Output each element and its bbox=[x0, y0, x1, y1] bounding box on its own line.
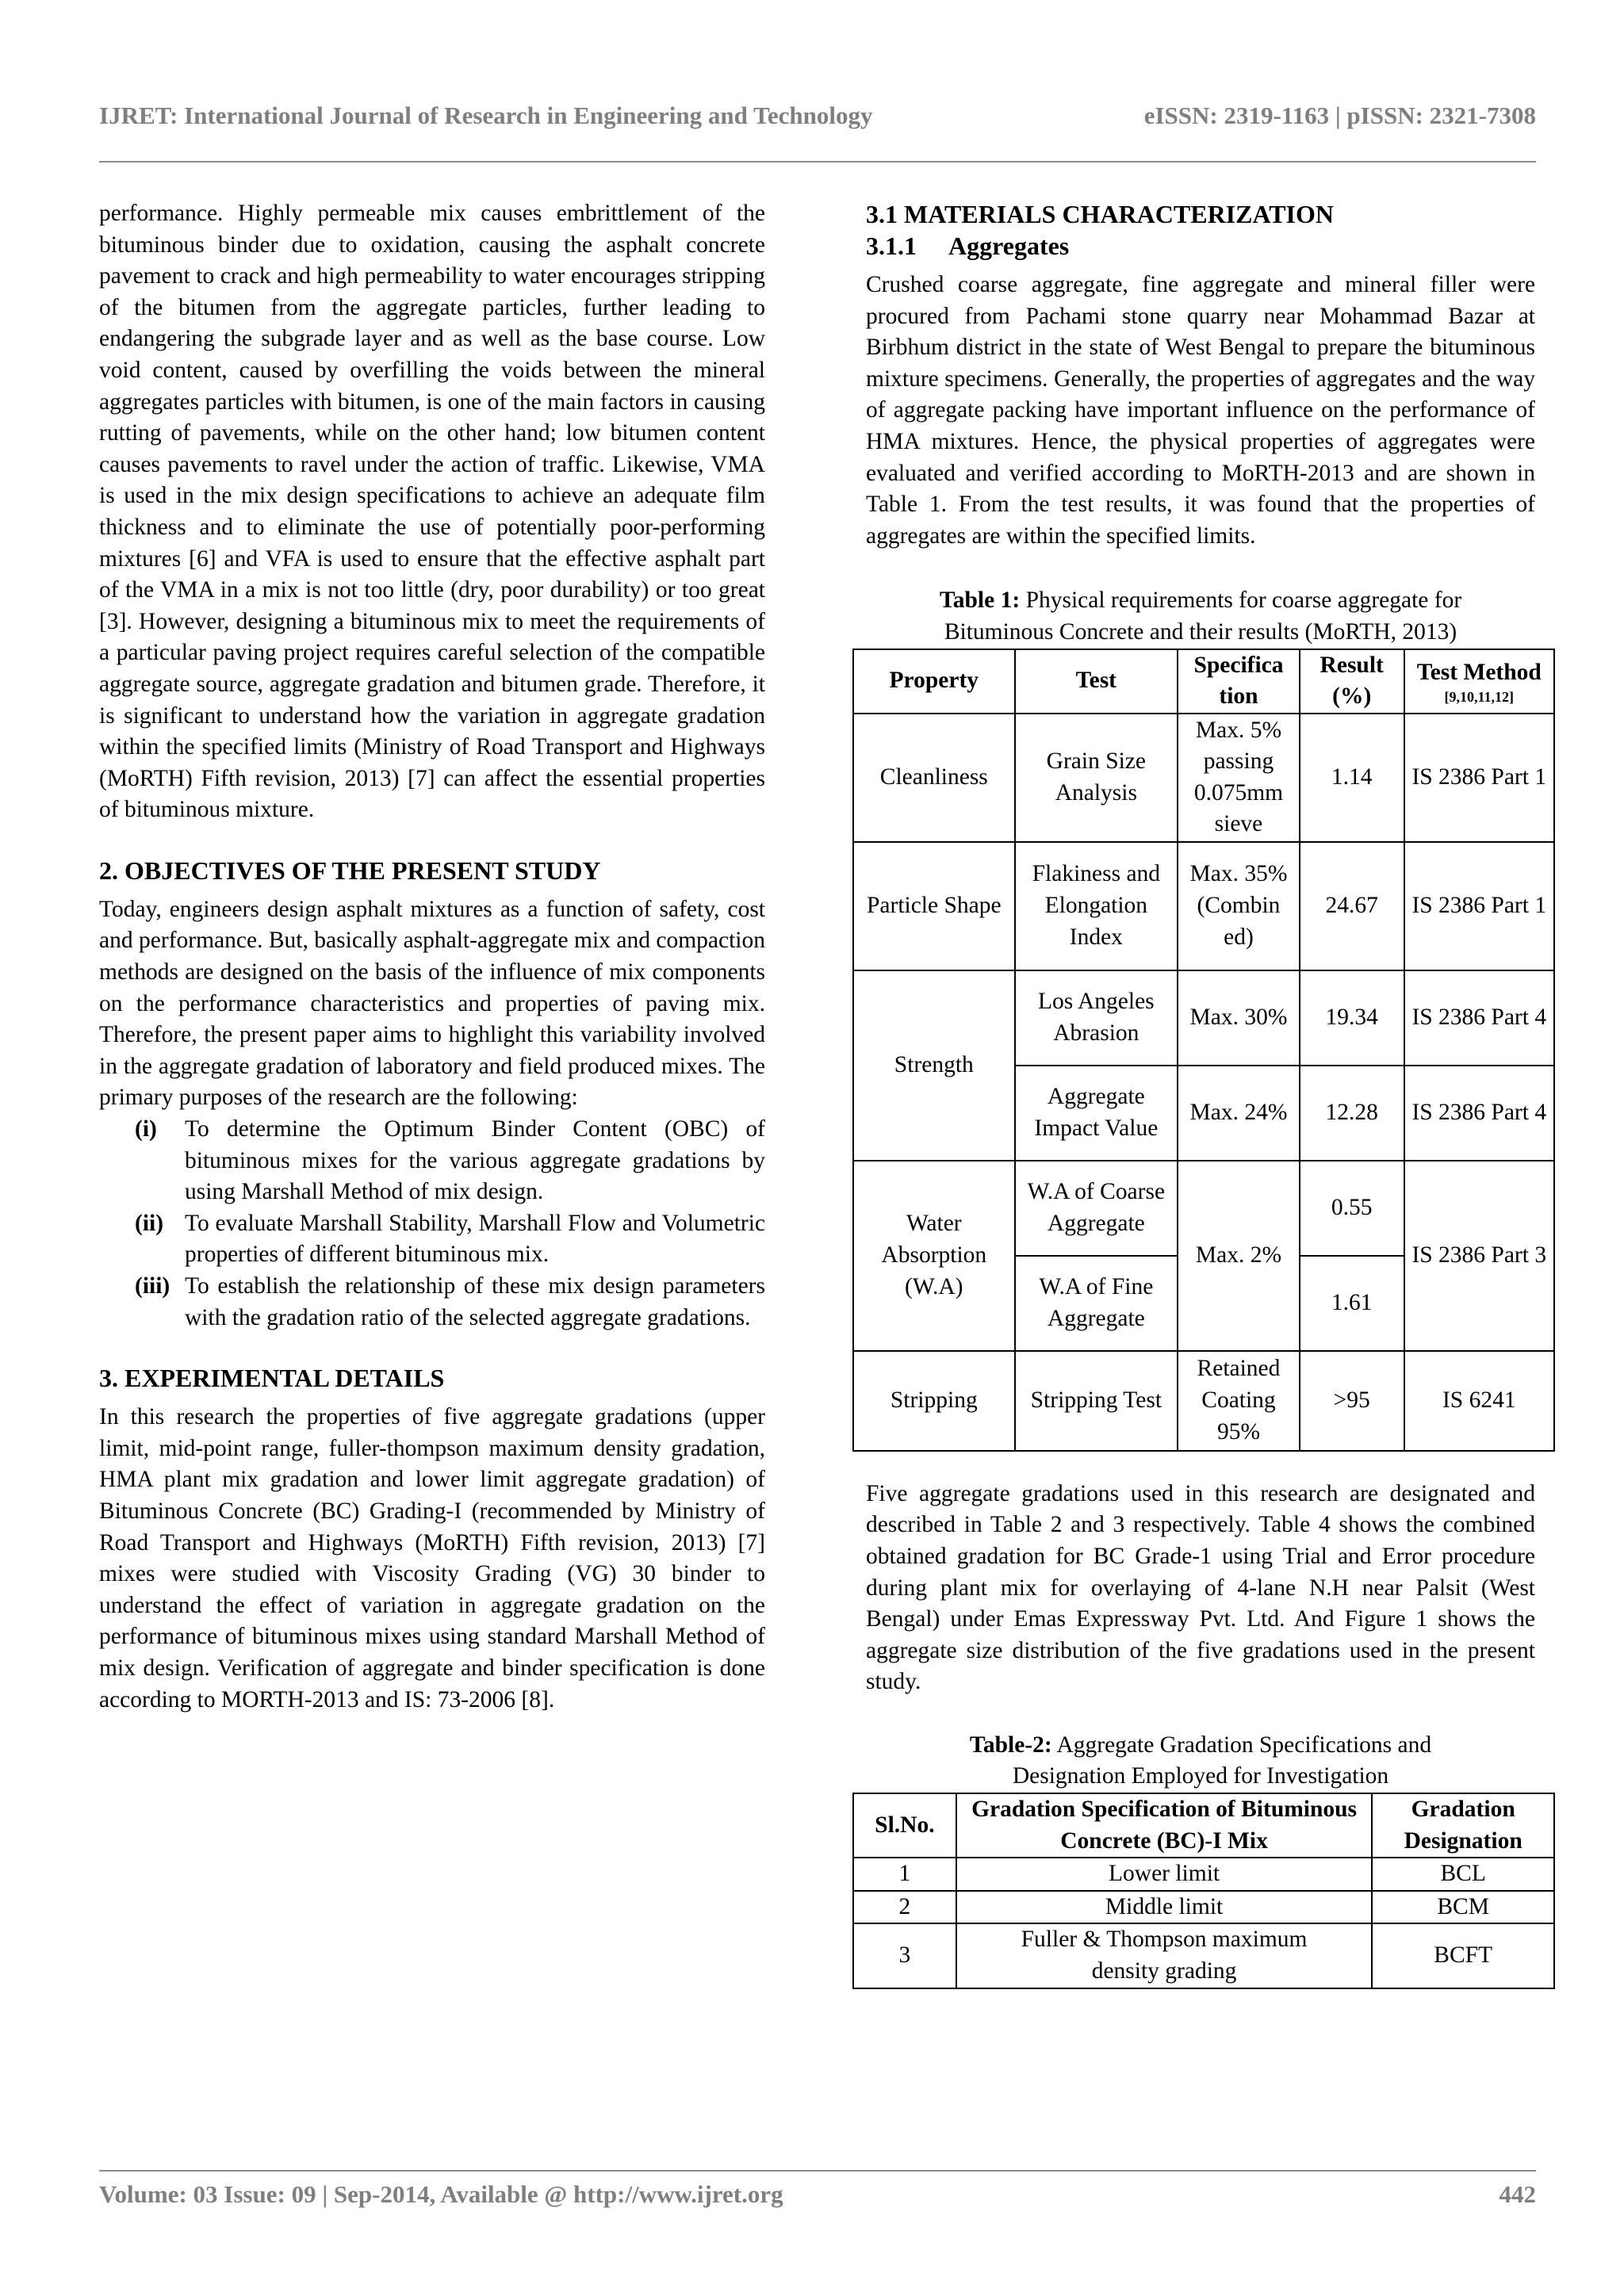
column-header: Gradation Designation bbox=[1372, 1793, 1554, 1858]
table-row bbox=[853, 1161, 1554, 1256]
table-cell: Flakiness and Elongation Index bbox=[1015, 842, 1178, 970]
table-cell: 2 bbox=[853, 1891, 956, 1924]
table1-caption bbox=[866, 585, 1535, 648]
journal-title: IJRET: International Journal of Research in Engineering and Technology bbox=[99, 101, 873, 129]
list-item bbox=[99, 1271, 765, 1334]
table-cell: >95 bbox=[1300, 1351, 1404, 1451]
experimental-heading: 3. EXPERIMENTAL DETAILS bbox=[99, 1364, 445, 1393]
list-item-number: (iii) bbox=[135, 1273, 170, 1299]
table-cell: 12.28 bbox=[1300, 1066, 1404, 1161]
aggregates-paragraph: Crushed coarse aggregate, fine aggregate and mineral filler were procured from Pachami stone quarry near Mohammad Bazar at Birbhum district in the state of West Bengal to prepare the bituminous mixture specimens. Generally, the properties of aggregates and the way of aggregate packing have important influence on the performance of HMA mixtures. Hence, the physical properties of aggregates were evaluated and verified according to MoRTH-2013 and are shown in Table 1. From the test results, it was found that the properties of aggregates are within the specified limits. bbox=[866, 272, 1535, 549]
table-cell: 24.67 bbox=[1300, 842, 1404, 970]
header-rule bbox=[99, 161, 1536, 163]
column-header bbox=[1404, 649, 1554, 714]
table-cell: Grain Size Analysis bbox=[1015, 714, 1178, 842]
table-cell: IS 2386 Part 1 bbox=[1404, 714, 1554, 842]
table-cell: Particle Shape bbox=[853, 842, 1015, 970]
table-cell: Strength bbox=[853, 970, 1015, 1161]
intro-paragraph: performance. Highly permeable mix causes embrittlement of the bituminous binder due to oxidation, causing the asphalt concrete pavement to crack and high permeability to water encourages stripping of the bitumen from the aggregate particles, further leading to endangering the subgrade layer and as well as the base course. Low void content, caused by overfilling the voids between the mineral aggregates particles with bitumen, is one of the main factors in causing rutting of pavements, while on the other hand; low bitumen content causes pavements to ravel under the action of traffic. Likewise, VMA is used in the mix design specifications to achieve an adequate film thickness and to eliminate the use of potentially poor-performing mixtures [6] and VFA is used to ensure that the effective asphalt part of the VMA in a mix is not too little (dry, poor durability) or too great [3]. However, designing a bituminous mix to meet the requirements of a particular paving project requires careful selection of the compatible aggregate source, aggregate gradation and bitumen grade. Therefore, it is significant to understand how the variation in aggregate gradation within the specified limits (Ministry of Road Transport and Highways (MoRTH) Fifth revision, 2013) [7] can affect the essential properties of bituminous mixture. bbox=[99, 201, 765, 823]
table-cell: IS 2386 Part 3 bbox=[1404, 1161, 1554, 1351]
table-row bbox=[853, 1351, 1554, 1451]
aggregates-heading bbox=[866, 230, 1535, 262]
aggregates-number: 3.1.1 bbox=[866, 232, 917, 260]
objectives-paragraph: Today, engineers design asphalt mixtures as a function of safety, cost and performance. But, basically asphalt-aggregate mix and compaction methods are designed on the basis of the influence of mix components on the performance characteristics and properties of paving mix. Therefore, the present paper aims to highlight this variability involved in the aggregate gradation of laboratory and field produced mixes. The primary purposes of the research are the following: bbox=[99, 896, 765, 1111]
table-cell: Water Absorption (W.A) bbox=[853, 1161, 1015, 1351]
table1-caption-label: Table 1: bbox=[939, 587, 1021, 614]
table1 bbox=[852, 649, 1555, 1452]
table-row bbox=[853, 714, 1554, 842]
table-cell: 1.14 bbox=[1300, 714, 1404, 842]
table-cell: 0.55 bbox=[1300, 1161, 1404, 1256]
list-item bbox=[99, 1208, 765, 1271]
column-header: Test bbox=[1015, 649, 1178, 714]
table-cell: Max. 2% bbox=[1178, 1161, 1300, 1351]
table-header-row bbox=[853, 649, 1554, 714]
table-row bbox=[853, 842, 1554, 970]
table-cell: 19.34 bbox=[1300, 970, 1404, 1066]
footer-rule bbox=[99, 2170, 1536, 2172]
table-cell: BCL bbox=[1372, 1858, 1554, 1891]
table-cell: Retained Coating 95% bbox=[1178, 1351, 1300, 1451]
list-item-number: (ii) bbox=[135, 1210, 164, 1236]
table1-caption-text: Physical requirements for coarse aggregate for Bituminous Concrete and their results (MoRTH, 2013) bbox=[944, 587, 1462, 645]
table-cell: 3 bbox=[853, 1923, 956, 1988]
table-cell: Cleanliness bbox=[853, 714, 1015, 842]
column-header: Specifica tion bbox=[1178, 649, 1300, 714]
table-cell: IS 2386 Part 4 bbox=[1404, 970, 1554, 1066]
table-cell: W.A of Coarse Aggregate bbox=[1015, 1161, 1178, 1256]
table2-caption-label: Table-2: bbox=[969, 1732, 1052, 1758]
materials-heading: 3.1 MATERIALS CHARACTERIZATION bbox=[866, 200, 1334, 228]
table-header-row bbox=[853, 1793, 1554, 1858]
table-cell: Max. 5% passing 0.075mm sieve bbox=[1178, 714, 1300, 842]
table-cell: BCM bbox=[1372, 1891, 1554, 1924]
list-item-text: To establish the relationship of these mix design parameters with the gradation ratio of the selected aggregate gradations. bbox=[185, 1273, 765, 1330]
table-cell: Aggregate Impact Value bbox=[1015, 1066, 1178, 1161]
table2-caption bbox=[866, 1730, 1535, 1793]
table-cell: Max. 24% bbox=[1178, 1066, 1300, 1161]
list-item-number: (i) bbox=[135, 1116, 157, 1142]
method-references: [9,10,11,12] bbox=[1444, 688, 1515, 705]
volume-info: Volume: 03 Issue: 09 | Sep-2014, Available @ http://www.ijret.org bbox=[99, 2180, 783, 2208]
list-item-text: To determine the Optimum Binder Content (OBC) of bituminous mixes for the various aggregate gradations by using Marshall Method of mix design. bbox=[185, 1116, 765, 1205]
list-item-text: To evaluate Marshall Stability, Marshall Flow and Volumetric properties of different bituminous mix. bbox=[185, 1210, 765, 1268]
column-header-text: Test Method bbox=[1416, 660, 1542, 686]
experimental-paragraph: In this research the properties of five aggregate gradations (upper limit, mid-point range, fuller-thompson maximum density gradation, HMA plant mix gradation and lower limit aggregate gradation) of Bituminous Concrete (BC) Grading-I (recommended by Ministry of Road Transport and Highways (MoRTH) Fifth revision, 2013) [7] mixes were studied with Viscosity Grading (VG) 30 binder to understand the effect of variation in aggregate gradation on the performance of bituminous mixes using standard Marshall Method of mix design. Verification of aggregate and binder specification is done according to MORTH-2013 and IS: 73-2006 [8]. bbox=[99, 1404, 765, 1712]
table-cell: Stripping Test bbox=[1015, 1351, 1178, 1451]
table-cell: BCFT bbox=[1372, 1923, 1554, 1988]
table-row bbox=[853, 1923, 1554, 1988]
right-column bbox=[866, 198, 1547, 1989]
table-cell: W.A of Fine Aggregate bbox=[1015, 1256, 1178, 1351]
column-header: Sl.No. bbox=[853, 1793, 956, 1858]
list-item bbox=[99, 1114, 765, 1208]
aggregates-title: Aggregates bbox=[948, 232, 1070, 260]
table-cell: Max. 35% (Combin ed) bbox=[1178, 842, 1300, 970]
left-column bbox=[99, 198, 765, 1716]
table-cell: Stripping bbox=[853, 1351, 1015, 1451]
table-cell: Lower limit bbox=[956, 1858, 1373, 1891]
table-row bbox=[853, 1858, 1554, 1891]
table-cell: 1 bbox=[853, 1858, 956, 1891]
table-row bbox=[853, 970, 1554, 1066]
table-cell: Los Angeles Abrasion bbox=[1015, 970, 1178, 1066]
gradations-paragraph: Five aggregate gradations used in this research are designated and described in Table 2 and 3 respectively. Table 4 shows the combined obtained gradation for BC Grade-1 using Trial and Error procedure during plant mix for overlaying of 4-lane N.H near Palsit (West Bengal) under Emas Expressway Pvt. Ltd. And Figure 1 shows the aggregate size distribution of the five gradations used in the present study. bbox=[866, 1480, 1535, 1695]
table-cell: Middle limit bbox=[956, 1891, 1373, 1924]
issn-info: eISSN: 2319-1163 | pISSN: 2321-7308 bbox=[1143, 101, 1536, 129]
table-cell: Fuller & Thompson maximum density grading bbox=[956, 1923, 1373, 1988]
table-cell: IS 2386 Part 1 bbox=[1404, 842, 1554, 970]
column-header: Result (%) bbox=[1300, 649, 1404, 714]
table-cell: IS 6241 bbox=[1404, 1351, 1554, 1451]
table2 bbox=[852, 1793, 1555, 1989]
objectives-heading: 2. OBJECTIVES OF THE PRESENT STUDY bbox=[99, 855, 601, 885]
table-row bbox=[853, 1891, 1554, 1924]
objectives-list bbox=[99, 1114, 765, 1334]
table-cell: 1.61 bbox=[1300, 1256, 1404, 1351]
column-header: Property bbox=[853, 649, 1015, 714]
column-header: Gradation Specification of Bituminous Concrete (BC)-I Mix bbox=[956, 1793, 1373, 1858]
page-number: 442 bbox=[1499, 2180, 1536, 2208]
page-header bbox=[99, 94, 1536, 141]
table-cell: Max. 30% bbox=[1178, 970, 1300, 1066]
table-cell: IS 2386 Part 4 bbox=[1404, 1066, 1554, 1161]
table2-caption-text: Aggregate Gradation Specifications and Designation Employed for Investigation bbox=[1012, 1732, 1432, 1789]
